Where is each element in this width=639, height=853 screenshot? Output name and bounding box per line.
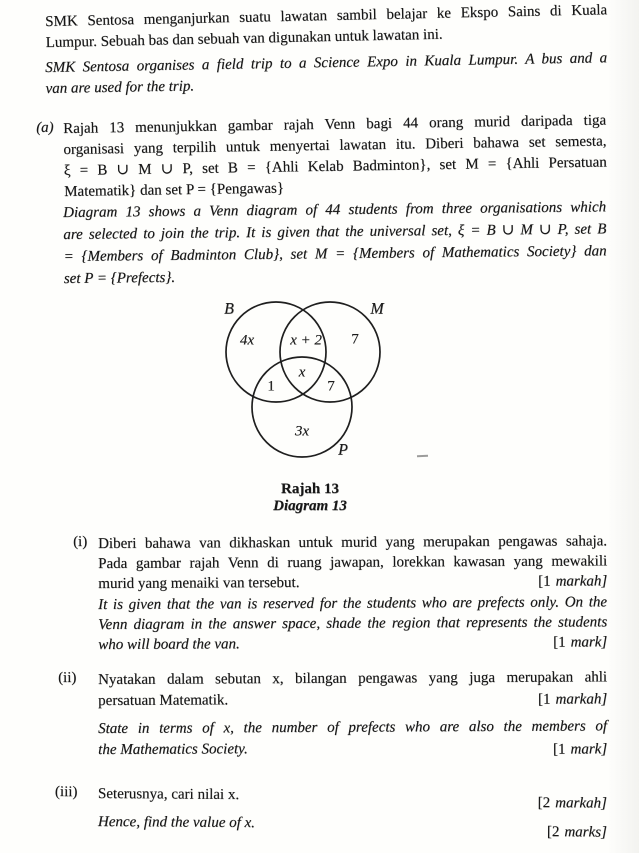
venn-region-b-only: 4x bbox=[239, 332, 255, 349]
intro-paragraph-malay bbox=[45, 0, 608, 54]
question-iii-malay bbox=[97, 784, 607, 812]
diagram-caption bbox=[190, 481, 430, 515]
part-a-malay-line: Matematik} dan set P = {Pengawas} bbox=[64, 180, 285, 200]
marks-prefix: [2 bbox=[537, 795, 551, 812]
venn-diagram bbox=[190, 286, 430, 473]
question-iii-english-marks bbox=[547, 822, 607, 843]
question-i-english-line: Venn diagram in the answer space, shade the region that represents the students bbox=[98, 614, 608, 633]
question-ii-malay bbox=[98, 667, 607, 712]
intro-english-line: SMK Sentosa organises a field trip to a Science Expo in Kuala Lumpur. A bus and a bbox=[45, 50, 608, 76]
intro-english-line: van are used for the trip. bbox=[45, 78, 195, 97]
question-i-english-marks bbox=[553, 632, 607, 652]
venn-region-m-only: 7 bbox=[351, 331, 359, 348]
question-ii-english-line: State in terms of x, the number of prefects who are also the members of bbox=[98, 718, 608, 737]
part-a-english-line: set P = {Prefects}. bbox=[63, 269, 176, 287]
question-i-english-last: who will board the van. bbox=[98, 636, 240, 653]
question-i-malay-last: murid yang menaiki van tersebut. bbox=[98, 574, 300, 592]
question-ii-malay-line bbox=[98, 688, 607, 712]
part-a-english-line: are selected to join the trip. It is given that the universal set, ξ = B ∪ M ∪ P, set B bbox=[63, 221, 607, 243]
venn-region-m-p: 7 bbox=[327, 378, 335, 395]
part-a-label: (a) bbox=[36, 119, 54, 136]
question-i-label: (i) bbox=[73, 533, 88, 550]
venn-set-label-M: M bbox=[370, 300, 384, 318]
marks-word: mark] bbox=[570, 741, 608, 758]
question-ii-malay-last: persatuan Matematik. bbox=[98, 692, 229, 709]
venn-set-label-B: B bbox=[224, 300, 234, 318]
part-a-malay-line: Rajah 13 menunjukkan gambar rajah Venn bagi 44 orang murid daripada tiga bbox=[63, 112, 607, 137]
question-iii-malay-last: Seterusnya, cari nilai x. bbox=[97, 785, 240, 803]
marks-word: markah] bbox=[555, 795, 607, 812]
question-iii-english bbox=[97, 812, 607, 841]
intro-malay-line: SMK Sentosa menganjurkan suatu lawatan sambil belajar ke Ekspo Sains di Kuala bbox=[45, 2, 608, 30]
marks-word: markah] bbox=[555, 691, 608, 708]
question-iii-english-last: Hence, find the value of x. bbox=[97, 813, 256, 832]
question-ii-english bbox=[98, 716, 607, 761]
venn-circle-B bbox=[226, 302, 326, 402]
intro-malay-line: Lumpur. Sebuah bas dan sebuah van digunakan untuk lawatan ini. bbox=[45, 26, 443, 51]
part-a-paragraph-english bbox=[63, 196, 607, 290]
venn-region-center: x bbox=[298, 364, 306, 381]
question-i-english bbox=[98, 592, 607, 655]
question-ii-english-marks bbox=[553, 739, 607, 760]
diagram-caption-malay: Rajah 13 bbox=[281, 481, 339, 497]
part-a-english-line: = {Members of Badminton Club}, set M = {Members of Mathematics Society} dan bbox=[63, 243, 607, 265]
intro-paragraph-english bbox=[45, 48, 608, 100]
diagram-caption-english: Diagram 13 bbox=[273, 498, 347, 514]
marks-word: mark] bbox=[570, 634, 608, 651]
question-i-malay-line: Pada gambar rajah Venn di ruang jawapan, lorekkan kawasan yang mewakili bbox=[98, 553, 608, 572]
part-a-malay-line: ξ = B ∪ M ∪ P, set B = {Ahli Kelab Badminton}, set M = {Ahli Persatuan bbox=[63, 154, 607, 179]
part-a-paragraph-malay bbox=[63, 110, 607, 203]
marks-prefix: [2 bbox=[546, 824, 560, 841]
part-a-english-line: Diagram 13 shows a Venn diagram of 44 students from three organisations which bbox=[63, 199, 607, 221]
marks-prefix: [1 bbox=[553, 634, 566, 651]
question-i-english-line bbox=[98, 632, 607, 655]
marks-prefix: [1 bbox=[537, 691, 551, 708]
venn-region-b-p: 1 bbox=[267, 378, 275, 395]
question-ii-malay-line: Nyatakan dalam sebutan x, bilangan pengawas yang juga merupakan ahli bbox=[98, 669, 608, 688]
venn-region-b-m: x + 2 bbox=[290, 332, 322, 349]
question-ii-label: (ii) bbox=[58, 669, 77, 686]
venn-set-label-P: P bbox=[338, 441, 348, 459]
question-iii-label: (iii) bbox=[54, 784, 78, 801]
question-i-malay-line bbox=[98, 571, 607, 594]
marks-prefix: [1 bbox=[552, 741, 566, 758]
marks-word: marks] bbox=[564, 824, 607, 841]
question-ii-malay-marks bbox=[538, 689, 607, 710]
question-i-english-line: It is given that the van is reserved for the students who are prefects only. On the bbox=[98, 594, 608, 613]
question-ii-english-last: the Mathematics Society. bbox=[98, 741, 248, 758]
question-i-malay bbox=[98, 531, 607, 594]
part-a-malay-line: organisasi yang terpilih untuk menyertai lawatan itu. Diberi bahawa set semesta, bbox=[63, 133, 607, 158]
question-i-malay-marks bbox=[538, 571, 607, 591]
question-i-malay-line: Diberi bahawa van dikhaskan untuk murid yang merupakan pengawas sahaja. bbox=[98, 533, 608, 552]
question-iii-english-line bbox=[97, 812, 607, 841]
marks-prefix: [1 bbox=[538, 573, 551, 590]
question-iii-malay-marks bbox=[538, 793, 607, 814]
question-ii-english-line bbox=[98, 737, 607, 761]
question-iii-malay-line bbox=[97, 784, 607, 812]
venn-region-p-only: 3x bbox=[294, 423, 310, 440]
marks-word: markah] bbox=[555, 573, 608, 590]
